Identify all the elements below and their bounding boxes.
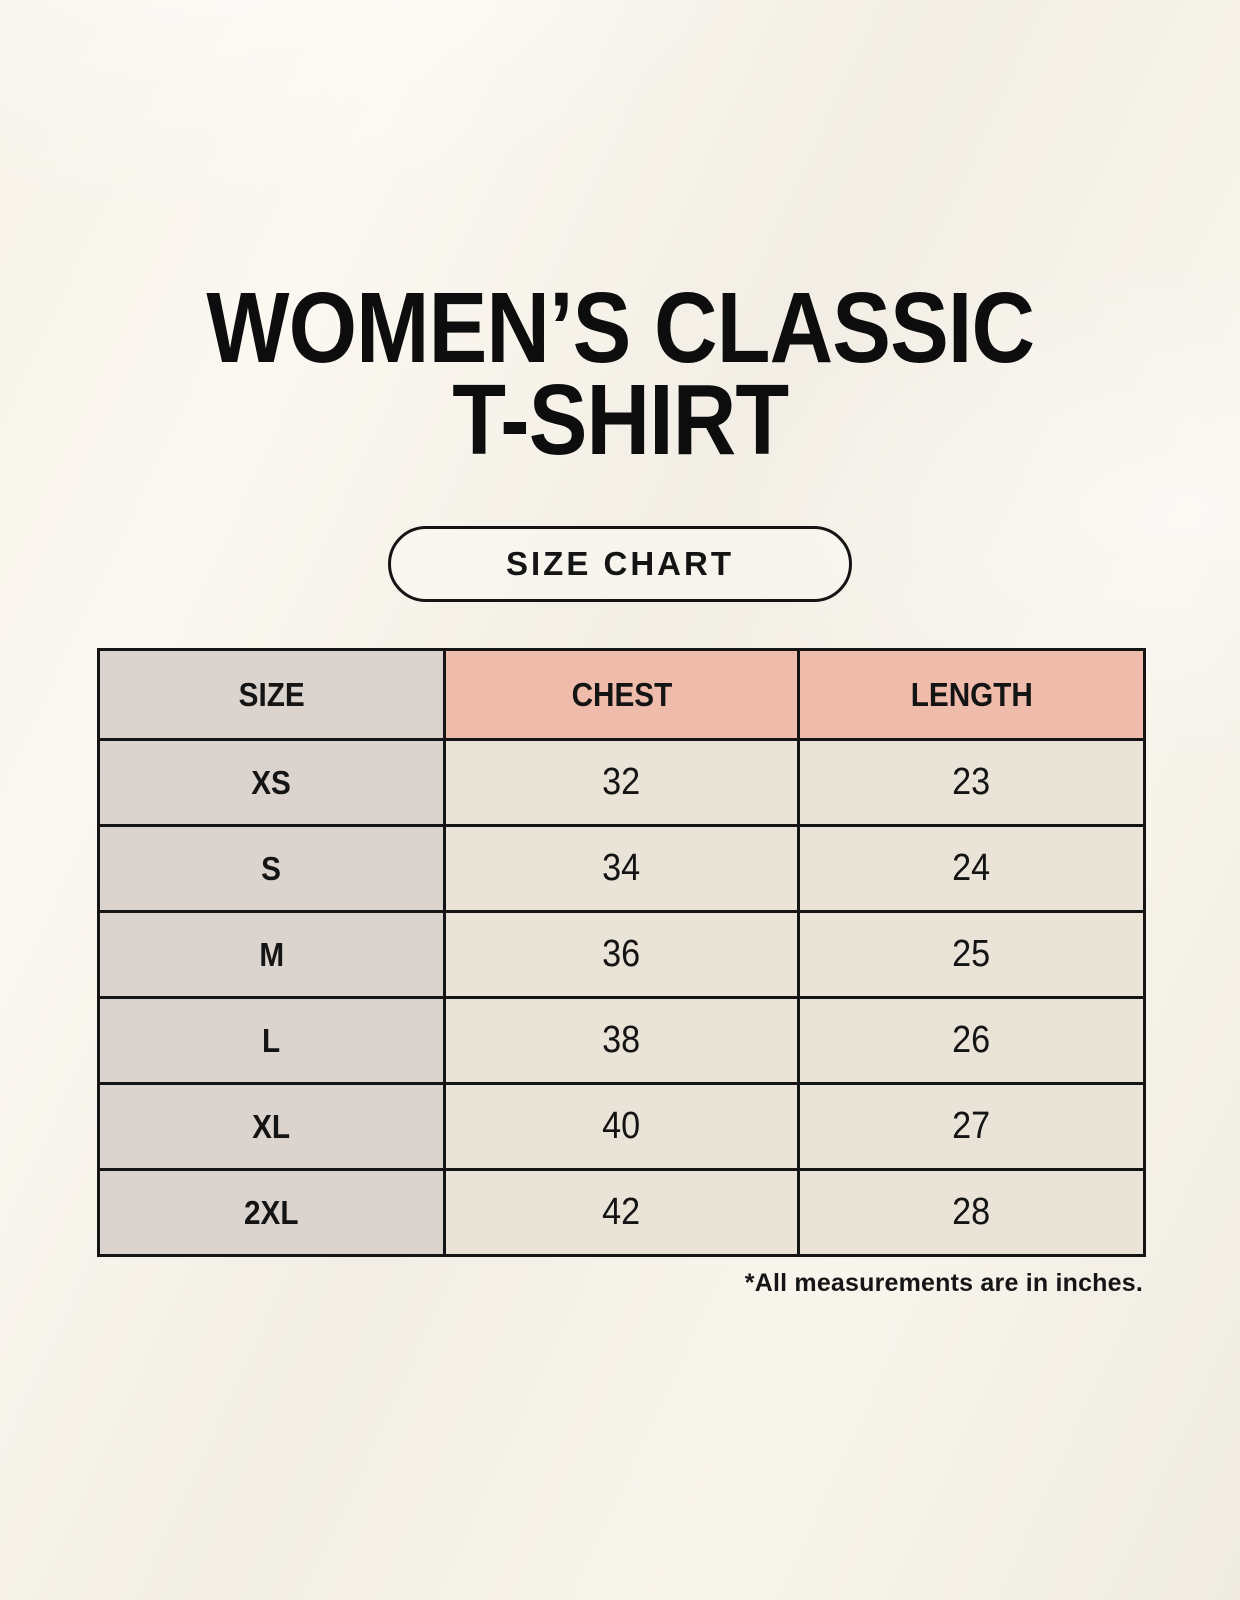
column-header-length-label: LENGTH <box>910 675 1033 713</box>
chest-value-cell <box>445 1084 799 1170</box>
size-value: M <box>259 935 284 973</box>
table-row <box>99 740 1145 826</box>
chest-value: 38 <box>602 1019 641 1061</box>
length-value-cell <box>799 912 1145 998</box>
column-header-chest <box>445 650 799 740</box>
column-header-length <box>799 650 1145 740</box>
size-label-cell <box>99 1170 445 1256</box>
chest-value: 42 <box>602 1191 641 1233</box>
size-chart-button-container <box>0 526 1240 602</box>
chest-value: 32 <box>602 761 641 803</box>
chest-value-cell <box>445 740 799 826</box>
length-value: 23 <box>952 761 991 803</box>
length-value: 24 <box>952 847 991 889</box>
size-label-cell <box>99 740 445 826</box>
size-value: L <box>262 1021 281 1059</box>
size-value: XL <box>252 1107 291 1145</box>
table-row <box>99 1084 1145 1170</box>
size-value: XS <box>251 763 292 801</box>
length-value-cell <box>799 1084 1145 1170</box>
column-header-size <box>99 650 445 740</box>
length-value-cell <box>799 1170 1145 1256</box>
table-row <box>99 998 1145 1084</box>
chest-value: 34 <box>602 847 641 889</box>
size-chart-table-container <box>97 648 1143 1257</box>
table-row <box>99 826 1145 912</box>
page-title <box>0 0 1240 476</box>
chest-value-cell <box>445 826 799 912</box>
page-title-line-2: T-SHIRT <box>451 364 789 476</box>
table-row <box>99 1170 1145 1256</box>
column-header-chest-label: CHEST <box>571 675 672 713</box>
size-chart-button[interactable]: SIZE CHART <box>388 526 852 602</box>
size-label-cell <box>99 1084 445 1170</box>
size-label-cell <box>99 998 445 1084</box>
measurement-units-note: *All measurements are in inches. <box>744 1269 1143 1297</box>
page-title-line-1: WOMEN’S CLASSIC <box>206 272 1034 384</box>
size-value: 2XL <box>244 1193 299 1231</box>
chest-value-cell <box>445 912 799 998</box>
chest-value-cell <box>445 998 799 1084</box>
table-row <box>99 912 1145 998</box>
size-label-cell <box>99 826 445 912</box>
length-value-cell <box>799 826 1145 912</box>
length-value: 25 <box>952 933 991 975</box>
column-header-size-label: SIZE <box>238 675 305 713</box>
length-value: 27 <box>952 1105 991 1147</box>
length-value-cell <box>799 740 1145 826</box>
chest-value: 36 <box>602 933 641 975</box>
length-value-cell <box>799 998 1145 1084</box>
size-chart-table <box>97 648 1146 1257</box>
chest-value: 40 <box>602 1105 641 1147</box>
chest-value-cell <box>445 1170 799 1256</box>
size-label-cell <box>99 912 445 998</box>
size-value: S <box>261 849 282 887</box>
length-value: 28 <box>952 1191 991 1233</box>
table-header-row <box>99 650 1145 740</box>
length-value: 26 <box>952 1019 991 1061</box>
